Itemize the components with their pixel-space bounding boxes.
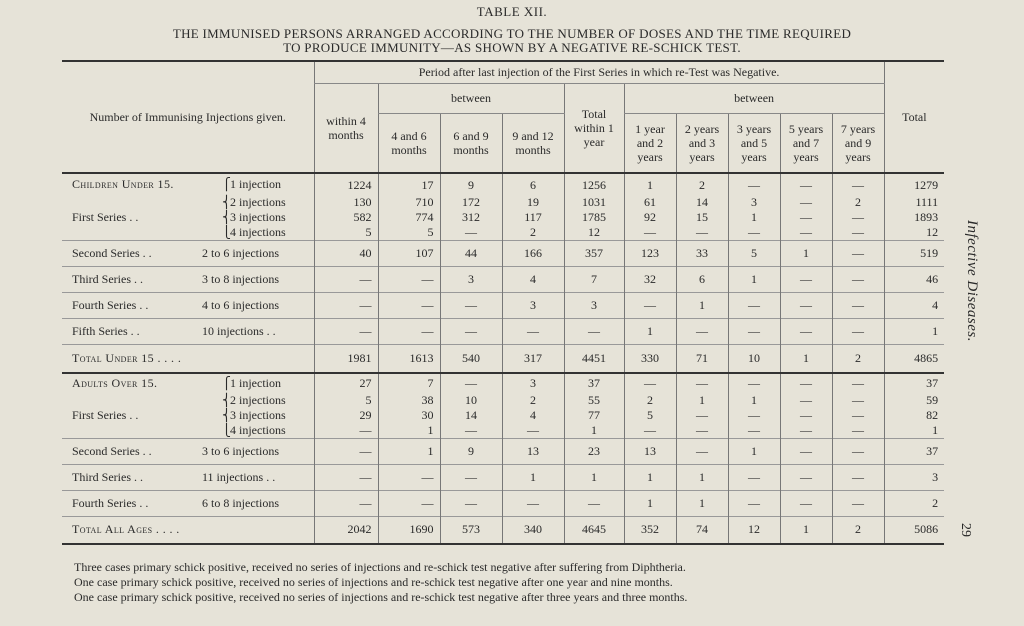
table-cell: 74 [676,516,728,544]
table-cell: — [676,438,728,464]
table-cell: 2 [832,516,884,544]
table-cell: — [378,464,440,490]
table-cell: — [314,423,378,439]
table-cell: 29 [314,408,378,423]
brace: ⎨ [222,195,231,209]
injection-count: 2 injections [230,195,286,209]
table-cell: 1 [624,319,676,345]
table-cell: 107 [378,241,440,267]
table-cell: 46 [884,267,944,293]
table-cell: — [440,225,502,241]
table-row [62,293,944,319]
table-cell: 1785 [564,210,624,225]
table-cell: 3 [728,195,780,210]
table-cell: 540 [440,345,502,373]
table-cell: 19 [502,195,564,210]
brace: ⎨ [222,392,231,407]
table-cell: 1 [502,464,564,490]
table-cell: 5 [314,393,378,408]
row-label [62,438,314,464]
col-1-2-years: 1 year and 2 years [624,113,676,173]
row-label [62,293,314,319]
table-cell: 6 [502,173,564,195]
injection-count: 3 to 6 injections [202,443,279,458]
table-cell: 4 [502,408,564,423]
col-5-7-years: 5 years and 7 years [780,113,832,173]
table-cell: 4 [884,293,944,319]
table-cell: — [676,408,728,423]
table-cell: 7 [564,267,624,293]
immunisation-table [62,60,944,545]
table-cell: 71 [676,345,728,373]
table-cell: — [832,438,884,464]
table-cell: — [314,293,378,319]
table-cell: 23 [564,438,624,464]
footnotes [74,560,687,605]
table-cell: — [502,423,564,439]
table-row [62,241,944,267]
table-row [62,173,944,195]
table-cell: 357 [564,241,624,267]
table-title-line-2: TO PRODUCE IMMUNITY—AS SHOWN BY A NEGATIVE RE-SCHICK TEST. [283,40,741,55]
table-cell: — [832,267,884,293]
row-label [62,393,314,408]
table-cell: 130 [314,195,378,210]
group-label: Children Under 15. [72,177,174,191]
table-cell: 330 [624,345,676,373]
table-row [62,225,944,241]
table-cell: — [832,241,884,267]
series-label: Fourth Series . . [72,298,149,312]
table-cell: — [728,373,780,393]
series-label: Fifth Series . . [72,324,140,338]
table-cell: 5086 [884,516,944,544]
table-cell: — [314,319,378,345]
row-label [62,210,314,225]
table-cell: 27 [314,373,378,393]
table-row [62,393,944,408]
brace: ⎧ [222,375,231,390]
table-cell: 13 [624,438,676,464]
total-header: Total [884,61,944,173]
table-cell: 32 [624,267,676,293]
within-4-months-header: within 4 months [314,83,378,173]
row-label [62,241,314,267]
brace: ⎧ [222,177,231,191]
table-cell: — [728,173,780,195]
between-header-2: between [624,83,884,113]
table-cell: 312 [440,210,502,225]
table-cell: — [780,423,832,439]
table-cell: 44 [440,241,502,267]
table-cell: — [780,210,832,225]
table-cell: 5 [378,225,440,241]
table-cell: 1 [564,423,624,439]
table-cell: 3 [502,293,564,319]
row-label [62,267,314,293]
table-cell: — [624,293,676,319]
table-cell: 61 [624,195,676,210]
table-cell: — [378,490,440,516]
table-cell: 1893 [884,210,944,225]
table-cell: — [832,408,884,423]
row-label [62,319,314,345]
table-cell: 2 [624,393,676,408]
table-cell: — [728,225,780,241]
table-cell: — [728,490,780,516]
table-cell: — [440,373,502,393]
total-label: Total Under 15 . . . . [72,350,182,365]
table-cell: — [832,210,884,225]
table-cell: — [728,408,780,423]
brace: ⎨ [222,210,231,224]
table-cell: 3 [884,464,944,490]
table-cell: — [676,225,728,241]
table-row [62,464,944,490]
table-cell: 40 [314,241,378,267]
table-cell: — [676,373,728,393]
table-cell: 77 [564,408,624,423]
table-cell: 59 [884,393,944,408]
table-cell: 14 [676,195,728,210]
row-label [62,345,314,373]
table-cell: 38 [378,393,440,408]
table-cell: — [440,423,502,439]
table-cell: 2 [832,195,884,210]
table-cell: 1690 [378,516,440,544]
table-cell: — [440,464,502,490]
table-row [62,423,944,439]
table-cell: — [780,464,832,490]
table-cell: — [780,195,832,210]
table-cell: — [676,423,728,439]
table-cell: 82 [884,408,944,423]
table-row [62,210,944,225]
col-9-12-months: 9 and 12 months [502,113,564,173]
between-header-1: between [378,83,564,113]
table-cell: — [780,438,832,464]
table-cell: 1 [884,319,944,345]
table-cell: 7 [378,373,440,393]
injection-count: 10 injections . . [202,324,276,338]
table-cell: 4865 [884,345,944,373]
table-cell: 1 [728,438,780,464]
table-cell: 2 [884,490,944,516]
table-cell: — [624,373,676,393]
table-cell: — [676,319,728,345]
col-3-5-years: 3 years and 5 years [728,113,780,173]
injection-count: 1 injection [230,375,281,390]
table-cell: 5 [728,241,780,267]
table-cell: 10 [728,345,780,373]
table-cell: 3 [440,267,502,293]
injection-count: 3 injections [230,407,286,422]
table-cell: 1 [676,490,728,516]
series-label: Third Series . . [72,469,143,484]
table-cell: — [502,490,564,516]
table-row [62,516,944,544]
group-label: Adults Over 15. [72,375,158,390]
table-cell: 12 [728,516,780,544]
table-cell: 9 [440,173,502,195]
table-cell: 1 [378,423,440,439]
row-label [62,408,314,423]
table-cell: 3 [564,293,624,319]
side-heading: Infective Diseases. [964,220,980,342]
row-label [62,423,314,439]
table-row [62,267,944,293]
row-label [62,195,314,210]
table-cell: 15 [676,210,728,225]
table-cell: — [780,267,832,293]
table-cell: — [780,319,832,345]
table-cell: — [780,225,832,241]
table-cell: 4645 [564,516,624,544]
series-label: Second Series . . [72,443,152,458]
table-cell: — [728,293,780,319]
table-cell: 12 [564,225,624,241]
table-cell: — [832,293,884,319]
injection-count: 2 injections [230,392,286,407]
table-cell: 1 [780,516,832,544]
table-cell: 519 [884,241,944,267]
table-cell: — [780,373,832,393]
table-title-line-1: THE IMMUNISED PERSONS ARRANGED ACCORDING TO THE NUMBER OF DOSES AND THE TIME REQUIRED [172,26,852,41]
table-cell: 1256 [564,173,624,195]
row-label [62,373,314,393]
table-cell: 774 [378,210,440,225]
table-cell: 1 [564,464,624,490]
table-cell: 1279 [884,173,944,195]
col-4-6-months: 4 and 6 months [378,113,440,173]
footnote: One case primary schick positive, received no series of injections and re-schick test negative after three years and three months. [74,590,688,604]
row-label [62,173,314,195]
row-label-header: Number of Immunising Injections given. [62,61,314,173]
footnote: Three cases primary schick positive, received no series of injections and re-schick test negative after suffering from Diphtheria. [74,560,686,574]
table-cell: — [564,319,624,345]
injection-count: 3 injections [230,210,286,224]
table-cell: — [780,490,832,516]
table-cell: 352 [624,516,676,544]
table-cell: 1 [624,173,676,195]
table-cell: — [780,173,832,195]
table-cell: 2 [502,225,564,241]
col-2-3-years: 2 years and 3 years [676,113,728,173]
table-cell: 1 [378,438,440,464]
table-cell: 340 [502,516,564,544]
table-cell: — [378,293,440,319]
table-cell: 2 [832,345,884,373]
table-cell: 317 [502,345,564,373]
table-cell: 2042 [314,516,378,544]
table-cell: — [728,423,780,439]
table-row [62,195,944,210]
table-cell: — [314,490,378,516]
table-cell: 123 [624,241,676,267]
table-cell: — [378,267,440,293]
table-cell: — [624,423,676,439]
injection-count: 3 to 8 injections [202,272,279,286]
page-number: 29 [958,523,973,537]
table-cell: 5 [624,408,676,423]
injection-count: 1 injection [230,177,281,191]
table-cell: — [314,438,378,464]
table-cell: 1224 [314,173,378,195]
series-label: Fourth Series . . [72,495,149,510]
table-row [62,373,944,393]
footnote: One case primary schick positive, received no series of injections and re-schick test negative after one year and nine months. [74,575,673,589]
table-cell: 1 [676,393,728,408]
injection-count: 4 injections [230,225,286,239]
series-label: Second Series . . [72,246,152,260]
table-cell: — [728,319,780,345]
table-cell: — [378,319,440,345]
table-cell: — [564,490,624,516]
table-cell: 1 [728,267,780,293]
table-cell: 582 [314,210,378,225]
table-cell: 1 [780,241,832,267]
table-cell: 4 [502,267,564,293]
brace: ⎩ [222,422,231,437]
table-cell: 2 [502,393,564,408]
row-label [62,464,314,490]
row-label [62,516,314,544]
table-cell: 1981 [314,345,378,373]
table-body [62,173,944,544]
table-row [62,490,944,516]
table-cell: 1 [624,490,676,516]
table-cell: 172 [440,195,502,210]
table-cell: — [728,464,780,490]
table-cell: 2 [676,173,728,195]
table-cell: — [832,373,884,393]
table-cell: 1031 [564,195,624,210]
table-row [62,345,944,373]
table-cell: 1 [676,293,728,319]
period-header: Period after last injection of the First Series in which re-Test was Negative. [314,61,884,83]
table-cell: 9 [440,438,502,464]
table-cell: 3 [502,373,564,393]
table-row [62,408,944,423]
injection-count: 4 injections [230,422,286,437]
table-cell: — [832,225,884,241]
total-label: Total All Ages . . . . [72,522,180,537]
table-cell: — [314,267,378,293]
table-cell: — [624,225,676,241]
series-label: Third Series . . [72,272,143,286]
row-label [62,490,314,516]
table-cell: 4451 [564,345,624,373]
table-cell: 37 [884,438,944,464]
table-cell: — [832,393,884,408]
table-cell: 117 [502,210,564,225]
table-cell: 10 [440,393,502,408]
table-cell: 710 [378,195,440,210]
table-cell: 1 [624,464,676,490]
injection-count: 2 to 6 injections [202,246,279,260]
first-series-label: First Series . . [72,210,139,224]
first-series-label: First Series . . [72,407,139,422]
table-cell: — [832,490,884,516]
table-cell: 1 [728,393,780,408]
row-label [62,225,314,241]
table-cell: — [502,319,564,345]
table-cell: 17 [378,173,440,195]
table-cell: — [832,319,884,345]
table-cell: 573 [440,516,502,544]
table-cell: — [832,173,884,195]
table-cell: 1 [676,464,728,490]
table-cell: 1 [884,423,944,439]
table-cell: 166 [502,241,564,267]
table-cell: 1111 [884,195,944,210]
injection-count: 11 injections . . [202,469,276,484]
table-cell: — [832,423,884,439]
brace: ⎩ [222,225,231,239]
table-row [62,319,944,345]
brace: ⎨ [222,407,231,422]
table-cell: — [440,293,502,319]
table-cell: 30 [378,408,440,423]
table-cell: — [780,408,832,423]
injection-count: 4 to 6 injections [202,298,279,312]
table-cell: — [832,464,884,490]
table-cell: 92 [624,210,676,225]
table-cell: 37 [884,373,944,393]
table-cell: 14 [440,408,502,423]
total-within-1-year-header: Total within 1 year [564,83,624,173]
table-cell: 37 [564,373,624,393]
col-6-9-months: 6 and 9 months [440,113,502,173]
col-7-9-years: 7 years and 9 years [832,113,884,173]
table-cell: 6 [676,267,728,293]
table-cell: — [440,490,502,516]
injection-count: 6 to 8 injections [202,495,279,510]
table-cell: 13 [502,438,564,464]
table-cell: — [440,319,502,345]
table-cell: 1613 [378,345,440,373]
table-number: TABLE XII. [476,4,548,19]
table-cell: 1 [780,345,832,373]
table-cell: — [314,464,378,490]
table-cell: 33 [676,241,728,267]
table-row [62,438,944,464]
table-cell: 5 [314,225,378,241]
table-cell: — [780,293,832,319]
table-cell: 1 [728,210,780,225]
table-cell: — [780,393,832,408]
table-cell: 12 [884,225,944,241]
table-cell: 55 [564,393,624,408]
